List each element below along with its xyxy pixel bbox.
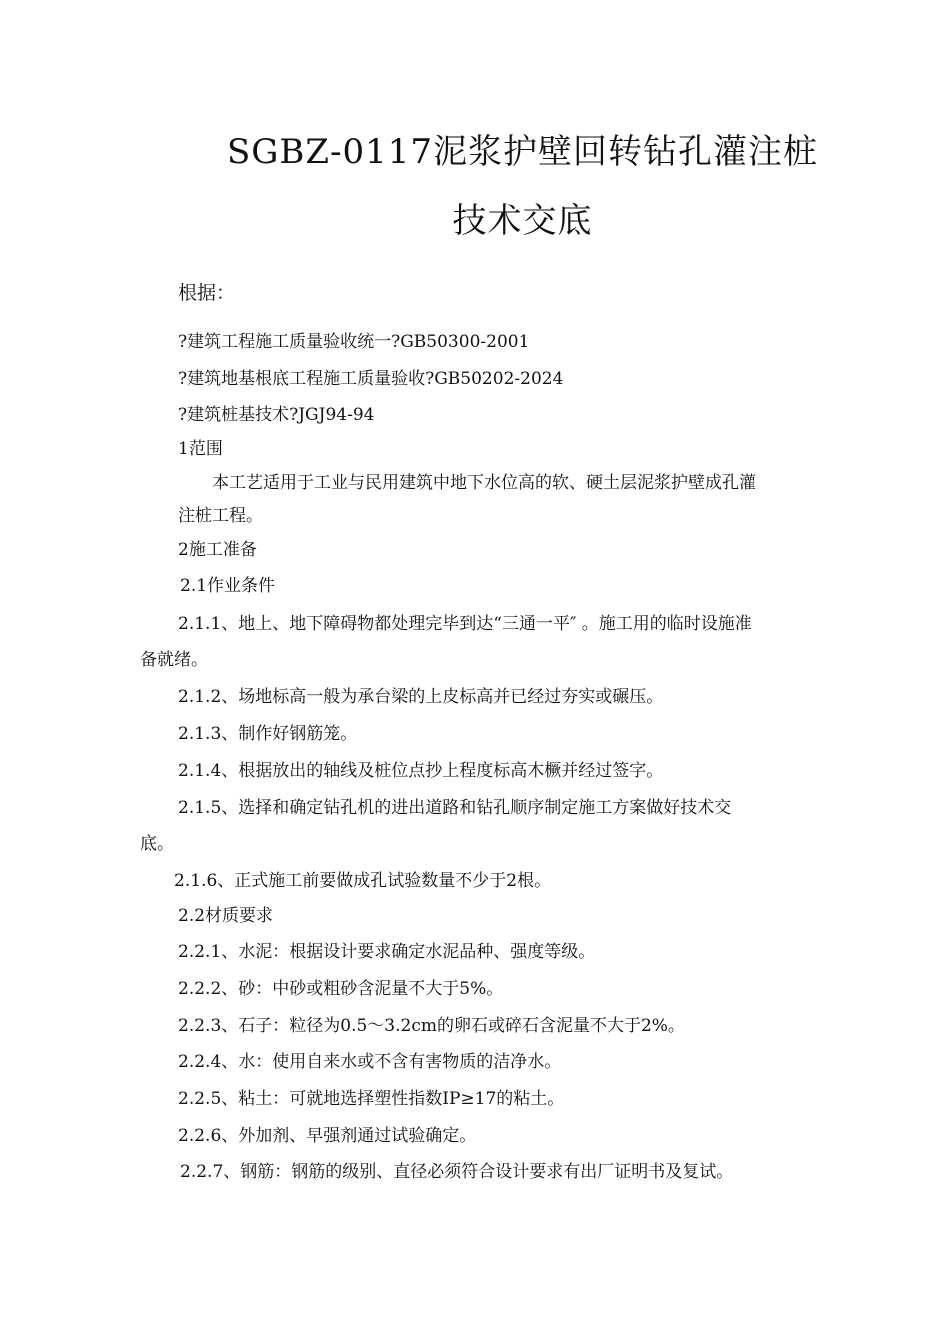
section-1-heading: 1范围	[178, 439, 223, 459]
item-2-1-3: 2.1.3、制作好钢筋笼。	[178, 724, 358, 744]
item-2-1-1-line-1: 2.1.1、地上、地下障碍物都处理完毕到达“三通一平″ 。施工用的临时设施准	[178, 614, 752, 634]
item-2-1-1-line-2: 备就绪。	[140, 650, 208, 670]
document-title-line-1: SGBZ-0117泥浆护壁回转钻孔灌注桩	[226, 132, 819, 172]
section-1-body-line-1: 本工艺适用于工业与民用建筑中地下水位高的软、硬土层泥浆护壁成孔灌	[212, 473, 756, 493]
section-2-2-heading: 2.2材质要求	[178, 906, 274, 926]
item-2-2-1: 2.2.1、水泥：根据设计要求确定水泥品种、强度等级。	[178, 942, 596, 962]
item-2-2-3: 2.2.3、石子：粒径为0.5～3.2cm的卵石或碎石含泥量不大于2%。	[178, 1016, 685, 1036]
document-title-line-2: 技术交底	[452, 201, 593, 241]
item-2-1-5-line-2: 底。	[140, 834, 174, 854]
section-2-heading: 2施工准备	[178, 540, 257, 560]
reference-3: ?建筑桩基技术?JGJ94-94	[178, 405, 375, 425]
item-2-2-7: 2.2.7、钢筋：钢筋的级别、直径必须符合设计要求有出厂证明书及复试。	[180, 1162, 734, 1182]
item-2-1-4: 2.1.4、根据放出的轴线及桩位点抄上程度标高木橛并经过签字。	[178, 761, 664, 781]
reference-1: ?建筑工程施工质量验收统一?GB50300-2001	[178, 332, 530, 352]
item-2-2-2: 2.2.2、砂：中砂或粗砂含泥量不大于5%。	[178, 979, 504, 999]
item-2-1-6: 2.1.6、正式施工前要做成孔试验数量不少于2根。	[174, 871, 552, 891]
item-2-2-4: 2.2.4、水：使用自来水或不含有害物质的洁净水。	[178, 1052, 562, 1072]
item-2-2-5: 2.2.5、粘土：可就地选择塑性指数IP≥17的粘土。	[178, 1089, 565, 1109]
section-1-body-line-2: 注桩工程。	[178, 506, 263, 526]
item-2-1-2: 2.1.2、场地标高一般为承台梁的上皮标高并已经过夯实或碾压。	[178, 687, 664, 707]
item-2-1-5-line-1: 2.1.5、选择和确定钻孔机的进出道路和钻孔顺序制定施工方案做好技术交	[178, 798, 732, 818]
reference-2: ?建筑地基根底工程施工质量验收?GB50202-2024	[178, 369, 564, 389]
item-2-2-6: 2.2.6、外加剂、早强剂通过试验确定。	[178, 1126, 477, 1146]
section-2-1-heading: 2.1作业条件	[180, 576, 276, 596]
basis-label: 根据：	[178, 282, 236, 304]
